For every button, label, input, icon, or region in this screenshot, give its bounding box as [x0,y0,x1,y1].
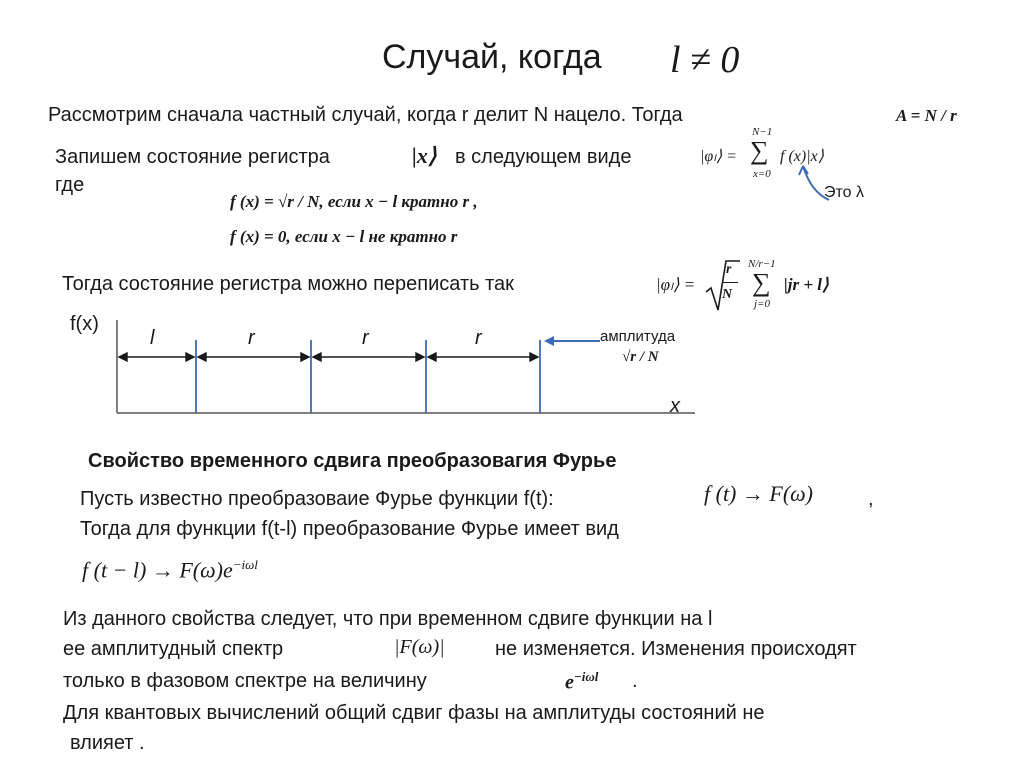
sum-lower: x=0 [753,168,771,180]
ket-x: |x⟩ [412,143,437,168]
sigma-icon: ∑ [750,136,769,165]
sqrt-num: r [726,262,732,277]
state-phi-lhs: |φₗ⟩ = [700,148,737,165]
title-text: Случай, когда [382,38,602,76]
intro-line2: Запишем состояние регистра [55,146,330,168]
phase-exp: −iωl [573,669,599,684]
segment-label-r3: r [475,327,482,349]
segment-label-r1: r [248,327,255,349]
rewrite-sum-body: |jr + l⟩ [784,275,829,294]
definition-2: f (x) = 0, если x − l не кратно r [230,227,458,246]
shift-formula2-base: f (t − l) → F(ω)e [82,557,233,583]
conclusion-line5: влияет . [70,732,145,754]
definition-1: f (x) = √r / N, если x − l кратно r , [230,192,478,211]
abs-F-formula: |F(ω)| [394,636,445,658]
shift-comma: , [868,488,874,510]
rewrite-sum-lower: j=0 [754,298,770,310]
intro-line2-tail: в следующем виде [455,146,632,168]
phase-formula [565,669,598,695]
shift-line2: Тогда для функции f(t-l) преобразование Фурье имеет вид [80,518,619,540]
rewrite-text: Тогда состояние регистра можно переписать так [62,273,514,295]
amplitude-label: амплитуда [600,328,676,345]
title-formula: l ≠ 0 [670,39,740,81]
x-axis-label: x [670,395,680,417]
shift-formula2 [82,557,258,583]
rewrite-sum-upper: N/r−1 [748,258,776,270]
conclusion-line3a: только в фазовом спектре на величину [63,670,427,692]
sum-body: f (x)|x⟩ [780,148,824,165]
sum-upper: N−1 [752,126,773,138]
amplitude-value: √r / N [622,349,659,365]
shift-line1: Пусть известно преобразоваие Фурье функции f(t): [80,488,554,510]
segment-label-l: l [150,327,155,349]
shift-heading: Свойство временного сдвига преобразовагия Фурье [88,450,617,472]
conclusion-line3b: . [632,670,638,692]
rewrite-sigma-icon: ∑ [752,268,771,297]
eto-lambda: Это λ [824,184,864,201]
where-label: где [55,174,85,196]
phase-base: e [565,671,574,694]
conclusion-line2a: ее амплитудный спектр [63,638,284,660]
conclusion-line1: Из данного свойства следует, что при временном сдвиге функции на l [63,608,713,630]
segment-label-r2: r [362,327,369,349]
conclusion-line4: Для квантовых вычислений общий сдвиг фазы на амплитуды состояний не [63,702,765,724]
formula-A: A = N / r [896,106,957,125]
shift-formula1: f (t) → F(ω) [704,481,814,506]
conclusion-line2b: не изменяется. Изменения происходят [495,638,857,660]
rewrite-lhs: |φₗ⟩ = [656,275,696,294]
shift-formula2-exp: −iωl [232,557,258,572]
intro-line1: Рассмотрим сначала частный случай, когда r делит N нацело. Тогда [48,104,683,126]
y-axis-label: f(x) [70,313,99,335]
sqrt-den: N [722,287,733,302]
